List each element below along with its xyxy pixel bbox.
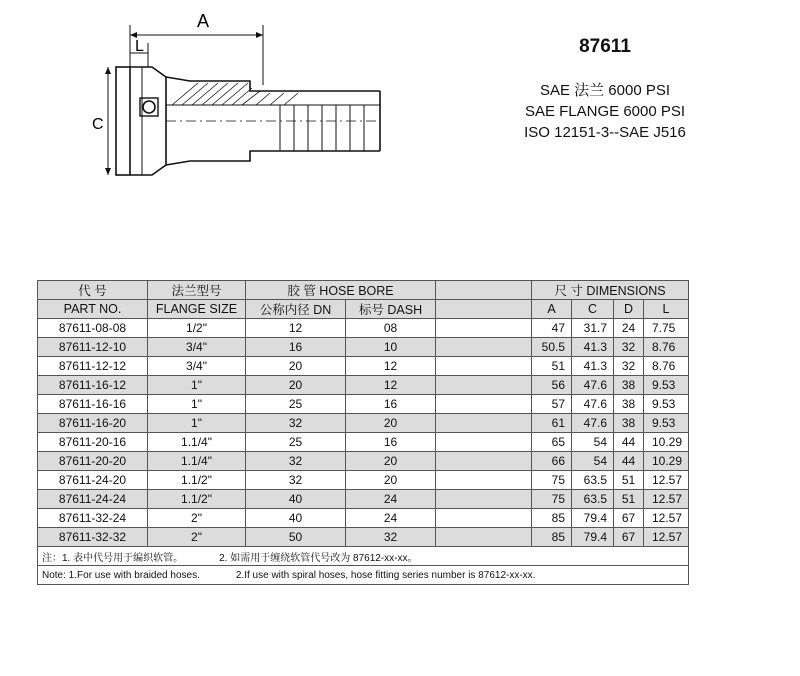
dim-c-cell: 47.6 [572, 414, 614, 433]
flange-size-cell: 2" [148, 509, 246, 528]
dim-a-cell: 75 [532, 490, 572, 509]
standard-en: SAE FLANGE 6000 PSI [524, 103, 686, 120]
dim-c-cell: 47.6 [572, 376, 614, 395]
flange-size-cell: 1" [148, 395, 246, 414]
part-number-cell: 87611-32-24 [38, 509, 148, 528]
part-number-cell: 87611-08-08 [38, 319, 148, 338]
dash-cell: 32 [346, 528, 436, 547]
note-row-en [38, 566, 689, 585]
dim-l-cell: 10.29 [644, 452, 689, 471]
blank-cell [436, 509, 532, 528]
spec-table [37, 280, 689, 585]
dim-c-cell: 63.5 [572, 471, 614, 490]
flange-size-header: FLANGE SIZE [148, 300, 246, 319]
dash-cell: 20 [346, 452, 436, 471]
dim-a-cell: 66 [532, 452, 572, 471]
standard-cn: SAE 法兰 6000 PSI [539, 82, 671, 99]
dn-cell: 40 [246, 490, 346, 509]
dim-c-cell: 41.3 [572, 357, 614, 376]
dim-l-header: L [644, 300, 689, 319]
title-block [470, 36, 740, 143]
dash-cell: 16 [346, 395, 436, 414]
dimensions-header: 尺 寸 DIMENSIONS [532, 281, 689, 300]
dimension-c-label: C [92, 116, 104, 133]
dimension-l-label: L [135, 38, 144, 55]
dim-a-cell: 50.5 [532, 338, 572, 357]
dim-a-cell: 51 [532, 357, 572, 376]
blank-cell [436, 357, 532, 376]
dash-header: 标号 DASH [346, 300, 436, 319]
part-number-cell: 87611-12-12 [38, 357, 148, 376]
dn-cell: 20 [246, 357, 346, 376]
dash-cell: 12 [346, 357, 436, 376]
dim-l-cell: 9.53 [644, 376, 689, 395]
part-number-cell: 87611-16-16 [38, 395, 148, 414]
blank-cell [436, 319, 532, 338]
dim-a-cell: 85 [532, 528, 572, 547]
dim-l-cell: 8.76 [644, 338, 689, 357]
table-row [38, 528, 689, 547]
dn-cell: 32 [246, 452, 346, 471]
header-row-1 [38, 281, 689, 300]
note-cell [38, 566, 689, 585]
dn-cell: 16 [246, 338, 346, 357]
dim-d-cell: 51 [614, 490, 644, 509]
blank-header-cell [436, 300, 532, 319]
table-row [38, 395, 689, 414]
part-number-cell: 87611-32-32 [38, 528, 148, 547]
note-part-2: 2. 如需用于缠绕软管代号改为 87612-xx-xx。 [219, 552, 418, 564]
dash-cell: 08 [346, 319, 436, 338]
table-row [38, 319, 689, 338]
model-number: 87611 [579, 36, 631, 57]
flange-cn-header: 法兰型号 [148, 281, 246, 300]
part-number-cell: 87611-20-20 [38, 452, 148, 471]
flange-size-cell: 3/4" [148, 338, 246, 357]
note-part-1: Note: 1.For use with braided hoses. [42, 569, 200, 581]
flange-size-cell: 1" [148, 414, 246, 433]
dim-c-header: C [572, 300, 614, 319]
dim-a-cell: 57 [532, 395, 572, 414]
dn-cell: 32 [246, 414, 346, 433]
dim-l-cell: 8.76 [644, 357, 689, 376]
dash-cell: 12 [346, 376, 436, 395]
fitting-technical-drawing [80, 5, 400, 190]
dn-cell: 40 [246, 509, 346, 528]
table-row [38, 433, 689, 452]
dash-cell: 16 [346, 433, 436, 452]
dim-l-cell: 12.57 [644, 490, 689, 509]
dn-header: 公称内径 DN [246, 300, 346, 319]
flange-size-cell: 1.1/4" [148, 433, 246, 452]
dim-a-cell: 65 [532, 433, 572, 452]
dim-l-cell: 9.53 [644, 395, 689, 414]
dn-cell: 20 [246, 376, 346, 395]
dim-d-cell: 67 [614, 528, 644, 547]
table-row [38, 452, 689, 471]
part-number-cell: 87611-24-20 [38, 471, 148, 490]
flange-size-cell: 1/2" [148, 319, 246, 338]
dim-d-cell: 44 [614, 433, 644, 452]
dim-c-cell: 47.6 [572, 395, 614, 414]
flange-size-cell: 1" [148, 376, 246, 395]
blank-cell [436, 490, 532, 509]
dim-d-cell: 32 [614, 338, 644, 357]
part-no-header: PART NO. [38, 300, 148, 319]
part-number-cell: 87611-12-10 [38, 338, 148, 357]
dim-l-cell: 9.53 [644, 414, 689, 433]
dim-c-cell: 63.5 [572, 490, 614, 509]
dim-l-cell: 7.75 [644, 319, 689, 338]
dim-d-cell: 24 [614, 319, 644, 338]
dash-cell: 20 [346, 414, 436, 433]
dn-cell: 25 [246, 395, 346, 414]
dash-cell: 10 [346, 338, 436, 357]
dim-l-cell: 10.29 [644, 433, 689, 452]
dim-a-cell: 75 [532, 471, 572, 490]
dim-d-header: D [614, 300, 644, 319]
dim-d-cell: 38 [614, 376, 644, 395]
dim-d-cell: 38 [614, 414, 644, 433]
flange-size-cell: 2" [148, 528, 246, 547]
table-row [38, 338, 689, 357]
part-number-cell: 87611-24-24 [38, 490, 148, 509]
dim-a-cell: 47 [532, 319, 572, 338]
dn-cell: 12 [246, 319, 346, 338]
note-cell [38, 547, 689, 566]
dn-cell: 25 [246, 433, 346, 452]
flange-size-cell: 1.1/2" [148, 490, 246, 509]
blank-cell [436, 376, 532, 395]
part-number-cell: 87611-16-20 [38, 414, 148, 433]
dim-d-cell: 67 [614, 509, 644, 528]
dim-c-cell: 79.4 [572, 528, 614, 547]
blank-cell [436, 414, 532, 433]
note-part-2: 2.If use with spiral hoses, hose fitting series number is 87612-xx-xx. [235, 569, 536, 581]
blank-cell [436, 338, 532, 357]
flange-size-cell: 1.1/4" [148, 452, 246, 471]
header-row-2 [38, 300, 689, 319]
table-row [38, 490, 689, 509]
dim-l-cell: 12.57 [644, 509, 689, 528]
part-number-cell: 87611-16-12 [38, 376, 148, 395]
standard-iso: ISO 12151-3--SAE J516 [524, 124, 686, 141]
dim-c-cell: 31.7 [572, 319, 614, 338]
dim-d-cell: 51 [614, 471, 644, 490]
part-number-cell: 87611-20-16 [38, 433, 148, 452]
dimension-a-label: A [197, 11, 210, 31]
dn-cell: 32 [246, 471, 346, 490]
dim-a-cell: 85 [532, 509, 572, 528]
dash-cell: 24 [346, 490, 436, 509]
blank-header-cell [436, 281, 532, 300]
dim-l-cell: 12.57 [644, 528, 689, 547]
table-row [38, 376, 689, 395]
flange-size-cell: 1.1/2" [148, 471, 246, 490]
dim-a-cell: 56 [532, 376, 572, 395]
table-row [38, 357, 689, 376]
dim-d-cell: 32 [614, 357, 644, 376]
dn-cell: 50 [246, 528, 346, 547]
blank-cell [436, 433, 532, 452]
dim-l-cell: 12.57 [644, 471, 689, 490]
dim-a-cell: 61 [532, 414, 572, 433]
dim-c-cell: 54 [572, 433, 614, 452]
note-row-cn [38, 547, 689, 566]
dim-c-cell: 54 [572, 452, 614, 471]
part-cn-header: 代 号 [38, 281, 148, 300]
table-row [38, 471, 689, 490]
blank-cell [436, 395, 532, 414]
table-row [38, 414, 689, 433]
blank-cell [436, 452, 532, 471]
dim-c-cell: 41.3 [572, 338, 614, 357]
blank-cell [436, 471, 532, 490]
table-row [38, 509, 689, 528]
dim-c-cell: 79.4 [572, 509, 614, 528]
note-part-1: 注：1. 表中代号用于编织软管。 [42, 552, 184, 564]
dim-d-cell: 38 [614, 395, 644, 414]
dash-cell: 24 [346, 509, 436, 528]
dim-a-header: A [532, 300, 572, 319]
hose-bore-header: 胶 管 HOSE BORE [246, 281, 436, 300]
dim-d-cell: 44 [614, 452, 644, 471]
blank-cell [436, 528, 532, 547]
dash-cell: 20 [346, 471, 436, 490]
flange-size-cell: 3/4" [148, 357, 246, 376]
